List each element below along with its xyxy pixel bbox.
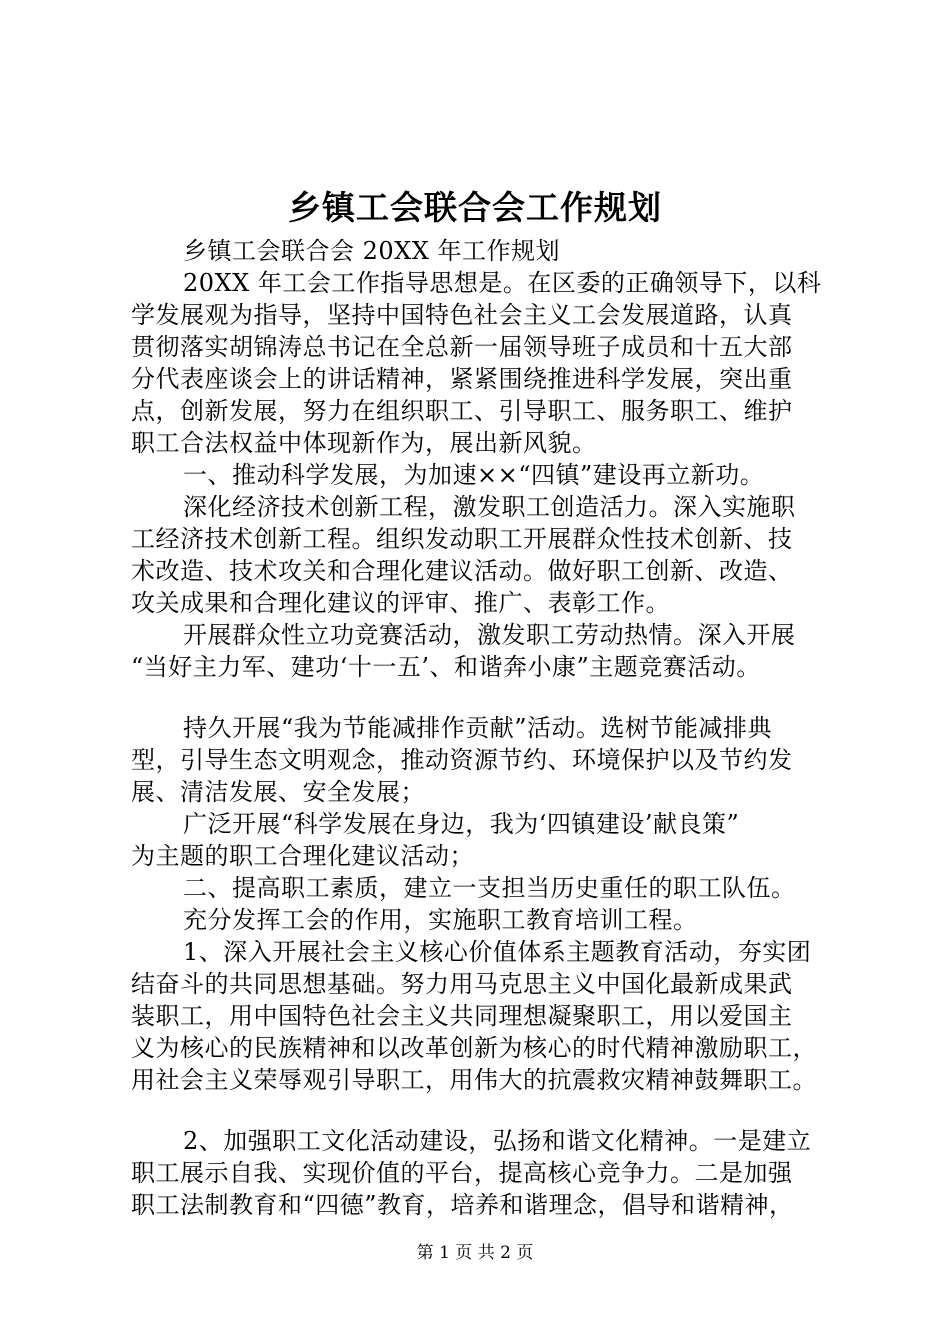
- text-line: “当好主力军、建功‘十一五’、和谐奔小康”主题竞赛活动。: [131, 653, 761, 681]
- text-line: 持久开展“我为节能减排作贡献”活动。选树节能减排典: [183, 714, 773, 742]
- text-line: 职工展示自我、实现价值的平台，提高核心竞争力。二是加强: [131, 1159, 793, 1187]
- text-line: 为主题的职工合理化建议活动；: [131, 842, 474, 870]
- text-line: 深化经济技术创新工程，激发职工创造活力。深入实施职: [183, 493, 796, 521]
- text-line: 贯彻落实胡锦涛总书记在全总新一届领导班子成员和十五大部: [131, 333, 793, 361]
- text-line: 点，创新发展，努力在组织职工、引导职工、服务职工、维护: [131, 397, 793, 425]
- text-line: 工经济技术创新工程。组织发动职工开展群众性技术创新、技: [131, 525, 793, 553]
- text-line: 1、深入开展社会主义核心价值体系主题教育活动，夯实团: [183, 938, 812, 966]
- document-title: 乡镇工会联合会工作规划: [288, 188, 662, 227]
- text-line: 职工合法权益中体现新作为，展出新风貌。: [131, 429, 597, 457]
- text-line: 攻关成果和合理化建议的评审、推广、表彰工作。: [131, 589, 670, 617]
- text-line: 术改造、技术攻关和合理化建议活动。做好职工创新、改造、: [131, 557, 793, 585]
- text-line: 展、清洁发展、安全发展；: [131, 778, 425, 806]
- text-line: 开展群众性立功竞赛活动，激发职工劳动热情。深入开展: [183, 621, 796, 649]
- page-number-footer: 第 1 页 共 2 页: [416, 1243, 534, 1263]
- text-line: 分代表座谈会上的讲话精神，紧紧围绕推进科学发展，突出重: [131, 365, 793, 393]
- text-line: 乡镇工会联合会 20XX 年工作规划: [183, 237, 560, 265]
- text-line: 充分发挥工会的作用，实施职工教育培训工程。: [183, 906, 698, 934]
- text-line: 职工法制教育和“四德”教育，培养和谐理念，倡导和谐精神，: [131, 1191, 794, 1219]
- text-line: 用社会主义荣辱观引导职工，用伟大的抗震救灾精神鼓舞职工。: [131, 1066, 817, 1094]
- text-line: 2、加强职工文化活动建设，弘扬和谐文化精神。一是建立: [183, 1127, 812, 1155]
- text-line: 义为核心的民族精神和以改革创新为核心的时代精神激励职工，: [131, 1034, 817, 1062]
- text-line: 二、提高职工素质，建立一支担当历史重任的职工队伍。: [183, 874, 796, 902]
- text-line: 20XX 年工会工作指导思想是。在区委的正确领导下，以科: [183, 269, 822, 297]
- text-line: 学发展观为指导，坚持中国特色社会主义工会发展道路，认真: [131, 301, 793, 329]
- text-line: 结奋斗的共同思想基础。努力用马克思主义中国化最新成果武: [131, 970, 793, 998]
- text-line: 广泛开展“科学发展在身边，我为‘四镇建设’献良策”: [183, 810, 740, 838]
- text-line: 型，引导生态文明观念，推动资源节约、环境保护以及节约发: [131, 746, 793, 774]
- text-line: 装职工，用中国特色社会主义共同理想凝聚职工，用以爱国主: [131, 1002, 793, 1030]
- text-line: 一、推动科学发展，为加速××“四镇”建设再立新功。: [183, 461, 765, 489]
